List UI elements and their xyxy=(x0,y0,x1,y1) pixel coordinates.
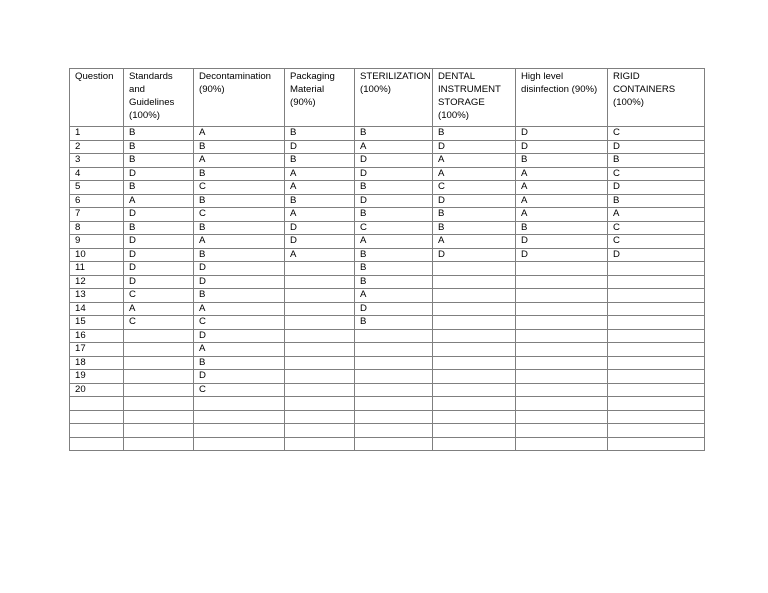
answer-cell: D xyxy=(285,235,355,249)
answer-cell: B xyxy=(124,154,194,168)
answer-cell: D xyxy=(433,248,516,262)
answer-cell: A xyxy=(194,127,285,141)
question-number-cell xyxy=(70,424,124,438)
answer-cell: D xyxy=(433,140,516,154)
table-row xyxy=(70,275,705,289)
table-row xyxy=(70,221,705,235)
answer-cell: C xyxy=(124,316,194,330)
answer-cell: C xyxy=(608,235,705,249)
answer-cell: D xyxy=(124,248,194,262)
question-number-cell: 6 xyxy=(70,194,124,208)
answer-cell: A xyxy=(355,140,433,154)
answer-cell xyxy=(516,329,608,343)
question-number-cell: 9 xyxy=(70,235,124,249)
answer-cell: B xyxy=(194,140,285,154)
answer-cell xyxy=(608,397,705,411)
question-number-cell: 16 xyxy=(70,329,124,343)
answer-cell xyxy=(516,262,608,276)
answer-cell xyxy=(433,302,516,316)
answer-cell xyxy=(124,397,194,411)
answer-cell xyxy=(124,424,194,438)
answer-cell: B xyxy=(285,194,355,208)
answer-cell xyxy=(433,356,516,370)
table-row xyxy=(70,356,705,370)
answer-cell: D xyxy=(194,262,285,276)
answer-cell: D xyxy=(124,262,194,276)
answer-cell xyxy=(516,437,608,451)
table-row xyxy=(70,410,705,424)
answer-cell: B xyxy=(608,154,705,168)
answer-cell xyxy=(608,343,705,357)
answer-cell: D xyxy=(355,167,433,181)
answer-cell xyxy=(608,302,705,316)
question-number-cell: 19 xyxy=(70,370,124,384)
answer-cell xyxy=(608,370,705,384)
question-number-cell: 11 xyxy=(70,262,124,276)
answer-cell: D xyxy=(194,329,285,343)
header-packaging-material: Packaging Material (90%) xyxy=(285,69,355,127)
table-row xyxy=(70,235,705,249)
header-dental-instrument-storage: DENTAL INSTRUMENT STORAGE (100%) xyxy=(433,69,516,127)
answer-cell: B xyxy=(608,194,705,208)
table-row xyxy=(70,154,705,168)
answer-cell xyxy=(608,316,705,330)
answer-cell: B xyxy=(194,194,285,208)
answer-cell xyxy=(433,424,516,438)
table-row xyxy=(70,424,705,438)
answer-cell xyxy=(516,289,608,303)
answer-cell xyxy=(124,370,194,384)
answer-cell: A xyxy=(516,208,608,222)
answer-cell: B xyxy=(355,275,433,289)
answer-cell: B xyxy=(285,154,355,168)
answer-cell: B xyxy=(355,127,433,141)
answer-cell xyxy=(355,383,433,397)
answer-cell xyxy=(355,343,433,357)
table-row xyxy=(70,289,705,303)
answer-cell xyxy=(124,343,194,357)
answer-key-table xyxy=(69,68,705,451)
table-body xyxy=(70,127,705,451)
question-number-cell: 2 xyxy=(70,140,124,154)
answer-cell: B xyxy=(124,127,194,141)
answer-cell: C xyxy=(608,167,705,181)
answer-cell xyxy=(194,424,285,438)
answer-cell: B xyxy=(355,316,433,330)
table-row xyxy=(70,194,705,208)
answer-cell xyxy=(355,397,433,411)
question-number-cell: 1 xyxy=(70,127,124,141)
answer-cell: A xyxy=(194,154,285,168)
answer-cell xyxy=(433,383,516,397)
answer-cell xyxy=(516,424,608,438)
question-number-cell: 17 xyxy=(70,343,124,357)
answer-cell xyxy=(433,289,516,303)
answer-cell xyxy=(608,289,705,303)
question-number-cell: 7 xyxy=(70,208,124,222)
header-question: Question xyxy=(70,69,124,127)
question-number-cell: 14 xyxy=(70,302,124,316)
header-decontamination: Decontamination (90%) xyxy=(194,69,285,127)
answer-cell xyxy=(124,437,194,451)
answer-cell: A xyxy=(285,248,355,262)
answer-cell: B xyxy=(124,221,194,235)
answer-cell xyxy=(285,262,355,276)
answer-cell xyxy=(608,383,705,397)
answer-cell xyxy=(516,302,608,316)
answer-cell: A xyxy=(194,302,285,316)
answer-cell xyxy=(285,316,355,330)
answer-cell: B xyxy=(433,221,516,235)
answer-cell xyxy=(285,437,355,451)
answer-cell xyxy=(124,410,194,424)
table-row xyxy=(70,437,705,451)
answer-cell: D xyxy=(355,154,433,168)
header-standards-and-guidelines: Standards and Guidelines (100%) xyxy=(124,69,194,127)
answer-cell xyxy=(124,356,194,370)
answer-cell xyxy=(355,424,433,438)
question-number-cell: 8 xyxy=(70,221,124,235)
answer-cell xyxy=(433,316,516,330)
answer-cell: B xyxy=(433,127,516,141)
answer-cell: B xyxy=(124,140,194,154)
answer-cell: A xyxy=(285,167,355,181)
answer-cell: C xyxy=(433,181,516,195)
answer-cell xyxy=(433,410,516,424)
answer-cell: A xyxy=(516,181,608,195)
answer-cell: A xyxy=(608,208,705,222)
answer-cell: A xyxy=(355,235,433,249)
question-number-cell: 10 xyxy=(70,248,124,262)
answer-cell: D xyxy=(194,370,285,384)
answer-cell: D xyxy=(124,167,194,181)
answer-cell xyxy=(608,275,705,289)
answer-cell: A xyxy=(124,302,194,316)
answer-cell: D xyxy=(516,140,608,154)
question-number-cell xyxy=(70,410,124,424)
question-number-cell: 3 xyxy=(70,154,124,168)
answer-cell: C xyxy=(608,221,705,235)
answer-cell: D xyxy=(124,235,194,249)
answer-cell xyxy=(516,397,608,411)
answer-cell xyxy=(355,370,433,384)
question-number-cell: 18 xyxy=(70,356,124,370)
answer-cell xyxy=(285,302,355,316)
answer-cell: B xyxy=(355,262,433,276)
answer-cell xyxy=(433,397,516,411)
answer-cell xyxy=(433,329,516,343)
answer-cell xyxy=(285,289,355,303)
answer-cell xyxy=(285,424,355,438)
answer-cell: B xyxy=(194,248,285,262)
answer-cell: C xyxy=(194,208,285,222)
question-number-cell xyxy=(70,437,124,451)
answer-cell xyxy=(516,316,608,330)
answer-cell: B xyxy=(194,289,285,303)
question-number-cell: 13 xyxy=(70,289,124,303)
question-number-cell: 5 xyxy=(70,181,124,195)
table-row xyxy=(70,316,705,330)
answer-cell: C xyxy=(194,316,285,330)
answer-cell xyxy=(608,329,705,343)
answer-cell xyxy=(285,329,355,343)
answer-cell xyxy=(433,262,516,276)
answer-cell xyxy=(433,275,516,289)
table-row xyxy=(70,208,705,222)
answer-cell: B xyxy=(516,154,608,168)
answer-cell xyxy=(285,370,355,384)
answer-cell: A xyxy=(355,289,433,303)
answer-cell: A xyxy=(285,208,355,222)
table-row xyxy=(70,329,705,343)
answer-cell: C xyxy=(194,181,285,195)
answer-cell xyxy=(285,383,355,397)
header-high-level-disinfection: High level disinfection (90%) xyxy=(516,69,608,127)
answer-cell xyxy=(194,410,285,424)
answer-cell xyxy=(608,356,705,370)
answer-cell: A xyxy=(433,154,516,168)
answer-cell: C xyxy=(124,289,194,303)
answer-cell xyxy=(355,329,433,343)
question-number-cell: 15 xyxy=(70,316,124,330)
answer-cell xyxy=(124,329,194,343)
table-row xyxy=(70,262,705,276)
answer-cell: A xyxy=(433,235,516,249)
answer-cell xyxy=(355,410,433,424)
answer-cell: D xyxy=(516,248,608,262)
answer-cell: C xyxy=(608,127,705,141)
answer-cell: D xyxy=(124,208,194,222)
answer-cell xyxy=(516,383,608,397)
answer-cell: A xyxy=(516,167,608,181)
table-row xyxy=(70,248,705,262)
answer-cell: B xyxy=(516,221,608,235)
answer-cell: B xyxy=(285,127,355,141)
answer-cell xyxy=(608,262,705,276)
table-row xyxy=(70,167,705,181)
answer-cell xyxy=(433,370,516,384)
answer-cell: A xyxy=(433,167,516,181)
answer-cell xyxy=(516,356,608,370)
answer-cell: D xyxy=(124,275,194,289)
answer-cell: D xyxy=(355,194,433,208)
question-number-cell: 20 xyxy=(70,383,124,397)
answer-cell: C xyxy=(355,221,433,235)
answer-cell xyxy=(285,343,355,357)
header-rigid-containers: RIGID CONTAINERS (100%) xyxy=(608,69,705,127)
answer-cell xyxy=(516,410,608,424)
answer-cell: B xyxy=(355,248,433,262)
answer-cell: B xyxy=(124,181,194,195)
answer-cell: C xyxy=(194,383,285,397)
answer-cell xyxy=(433,437,516,451)
table-row xyxy=(70,140,705,154)
answer-cell: B xyxy=(194,167,285,181)
header-sterilization: STERILIZATION (100%) xyxy=(355,69,433,127)
answer-cell xyxy=(285,410,355,424)
answer-cell: A xyxy=(285,181,355,195)
table-row xyxy=(70,370,705,384)
table-row xyxy=(70,383,705,397)
question-number-cell: 4 xyxy=(70,167,124,181)
answer-cell: B xyxy=(194,356,285,370)
table-row xyxy=(70,181,705,195)
answer-cell: B xyxy=(355,208,433,222)
table-row xyxy=(70,302,705,316)
answer-cell: D xyxy=(608,248,705,262)
answer-cell: B xyxy=(433,208,516,222)
table-row xyxy=(70,343,705,357)
table-row xyxy=(70,397,705,411)
table-row xyxy=(70,127,705,141)
answer-cell: A xyxy=(124,194,194,208)
answer-cell xyxy=(194,437,285,451)
header-row xyxy=(70,69,705,127)
answer-cell: D xyxy=(516,235,608,249)
answer-cell xyxy=(124,383,194,397)
answer-cell xyxy=(355,437,433,451)
answer-cell xyxy=(516,370,608,384)
answer-cell xyxy=(194,397,285,411)
answer-cell xyxy=(433,343,516,357)
answer-cell xyxy=(285,397,355,411)
answer-cell: D xyxy=(516,127,608,141)
answer-cell: D xyxy=(194,275,285,289)
answer-cell: D xyxy=(355,302,433,316)
answer-cell: A xyxy=(194,235,285,249)
answer-cell: B xyxy=(194,221,285,235)
answer-cell: B xyxy=(355,181,433,195)
answer-cell: D xyxy=(285,221,355,235)
answer-cell xyxy=(608,424,705,438)
question-number-cell: 12 xyxy=(70,275,124,289)
answer-cell xyxy=(285,275,355,289)
answer-cell: A xyxy=(194,343,285,357)
answer-cell xyxy=(608,437,705,451)
answer-cell: D xyxy=(608,140,705,154)
answer-cell: A xyxy=(516,194,608,208)
answer-cell: D xyxy=(433,194,516,208)
answer-cell xyxy=(608,410,705,424)
answer-cell: D xyxy=(285,140,355,154)
answer-cell xyxy=(285,356,355,370)
answer-cell: D xyxy=(608,181,705,195)
answer-cell xyxy=(516,343,608,357)
question-number-cell xyxy=(70,397,124,411)
answer-cell xyxy=(516,275,608,289)
answer-cell xyxy=(355,356,433,370)
